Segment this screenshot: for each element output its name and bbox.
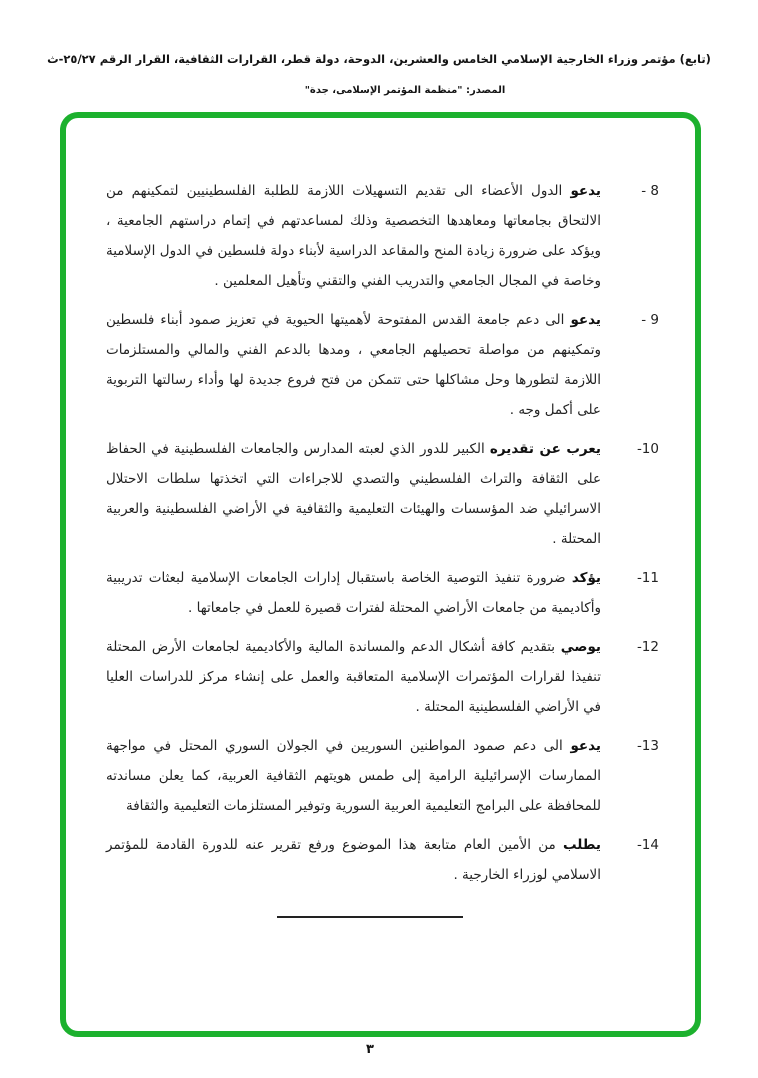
resolution-item-13 [106,731,659,821]
item-text-10: يعرب عن تقديره الكبير للدور الذي لعبته المدارس والجامعات الفلسطينية في الحفاظ على الثقافة والتراث الفلسطيني والتصدي للاجراءات التي اتخذتها سلطات الاحتلال الاسرائيلي ضد المؤسسات والهيئات التعليمية والثقافية في الأراضي الفلسطينية والعربية المحتلة . [106,441,601,547]
page-number: ٣ [366,1042,374,1057]
resolution-item-14 [106,830,659,890]
item-number-10: -10 [636,441,659,457]
item-number-12: -12 [636,639,659,655]
resolution-item-9 [106,305,659,425]
resolution-item-12 [106,632,659,722]
resolution-item-11 [106,563,659,623]
resolution-item-10 [106,434,659,554]
item-number-14: -14 [636,837,659,853]
item-text-11: يؤكد ضرورة تنفيذ التوصية الخاصة باستقبال إدارات الجامعات الإسلامية لبعثات تدريبية وأكاديمية من جامعات الأراضي المحتلة لفترات قصيرة للعمل في جامعاتها . [106,570,601,616]
resolution-item-8 [106,176,659,296]
item-text-12: يوصي بتقديم كافة أشكال الدعم والمساندة المالية والأكاديمية لجامعات الأرض المحتلة تنفيذا لقرارات المؤتمرات الإسلامية المتعاقبة والعمل على إنشاء مركز للدراسات العليا في الأراضي الفلسطينية المحتلة . [106,639,601,715]
item-number-11: -11 [636,570,659,586]
document-source-line: المصدر: "منظمة المؤتمر الإسلامى، جدة" [304,85,506,96]
item-text-13: يدعو الى دعم صمود المواطنين السوريين في الجولان السوري المحتل في مواجهة الممارسات الإسرائيلية الرامية إلى طمس هويتهم الثقافية العربية، كما يعلن مساندته للمحافظة على البرامج التعليمية العربية السورية وتوفير المستلزمات التعليمية والثقافة [106,738,601,814]
resolution-items [66,118,695,890]
item-text-14: يطلب من الأمين العام متابعة هذا الموضوع ورفع تقرير عنه للدورة القادمة للمؤتمر الاسلامي لوزراء الخارجية . [106,837,601,883]
item-number-9: - 9 [641,312,659,328]
item-text-9: يدعو الى دعم جامعة القدس المفتوحة لأهميتها الحيوية في تعزيز صمود أبناء فلسطين وتمكينهم من مواصلة تحصيلهم الجامعي ، ومدها بالدعم الفني والمالي والمستلزمات اللازمة لتطورها وحل مشاكلها حتى تتمكن من فتح فروع جديدة لها وأداء رسالتها التربوية على أكمل وجه . [106,312,601,418]
green-border-frame [60,112,701,1037]
footer-divider-line [277,916,463,918]
item-number-8: - 8 [641,183,659,199]
item-text-8: يدعو الدول الأعضاء الى تقديم التسهيلات اللازمة للطلبة الفلسطينيين لتمكينهم من الالتحاق بجامعاتها ومعاهدها التخصصية وذلك لمساعدتهم في إتمام دراستهم الجامعية ، ويؤكد على ضرورة زيادة المنح والمقاعد الدراسية لأبناء دولة فلسطين في الدول الإسلامية وخاصة في المجال الجامعي والتدريب الفني والتقني وتأهيل المعلمين . [106,183,601,289]
document-header-title: (تابع) مؤتمر وزراء الخارجية الإسلامي الخامس والعشرين، الدوحة، دولة قطر، القرارات الثقافية، القرار الرقم ٢٥/٢٧-ث [47,52,711,66]
item-number-13: -13 [636,738,659,754]
